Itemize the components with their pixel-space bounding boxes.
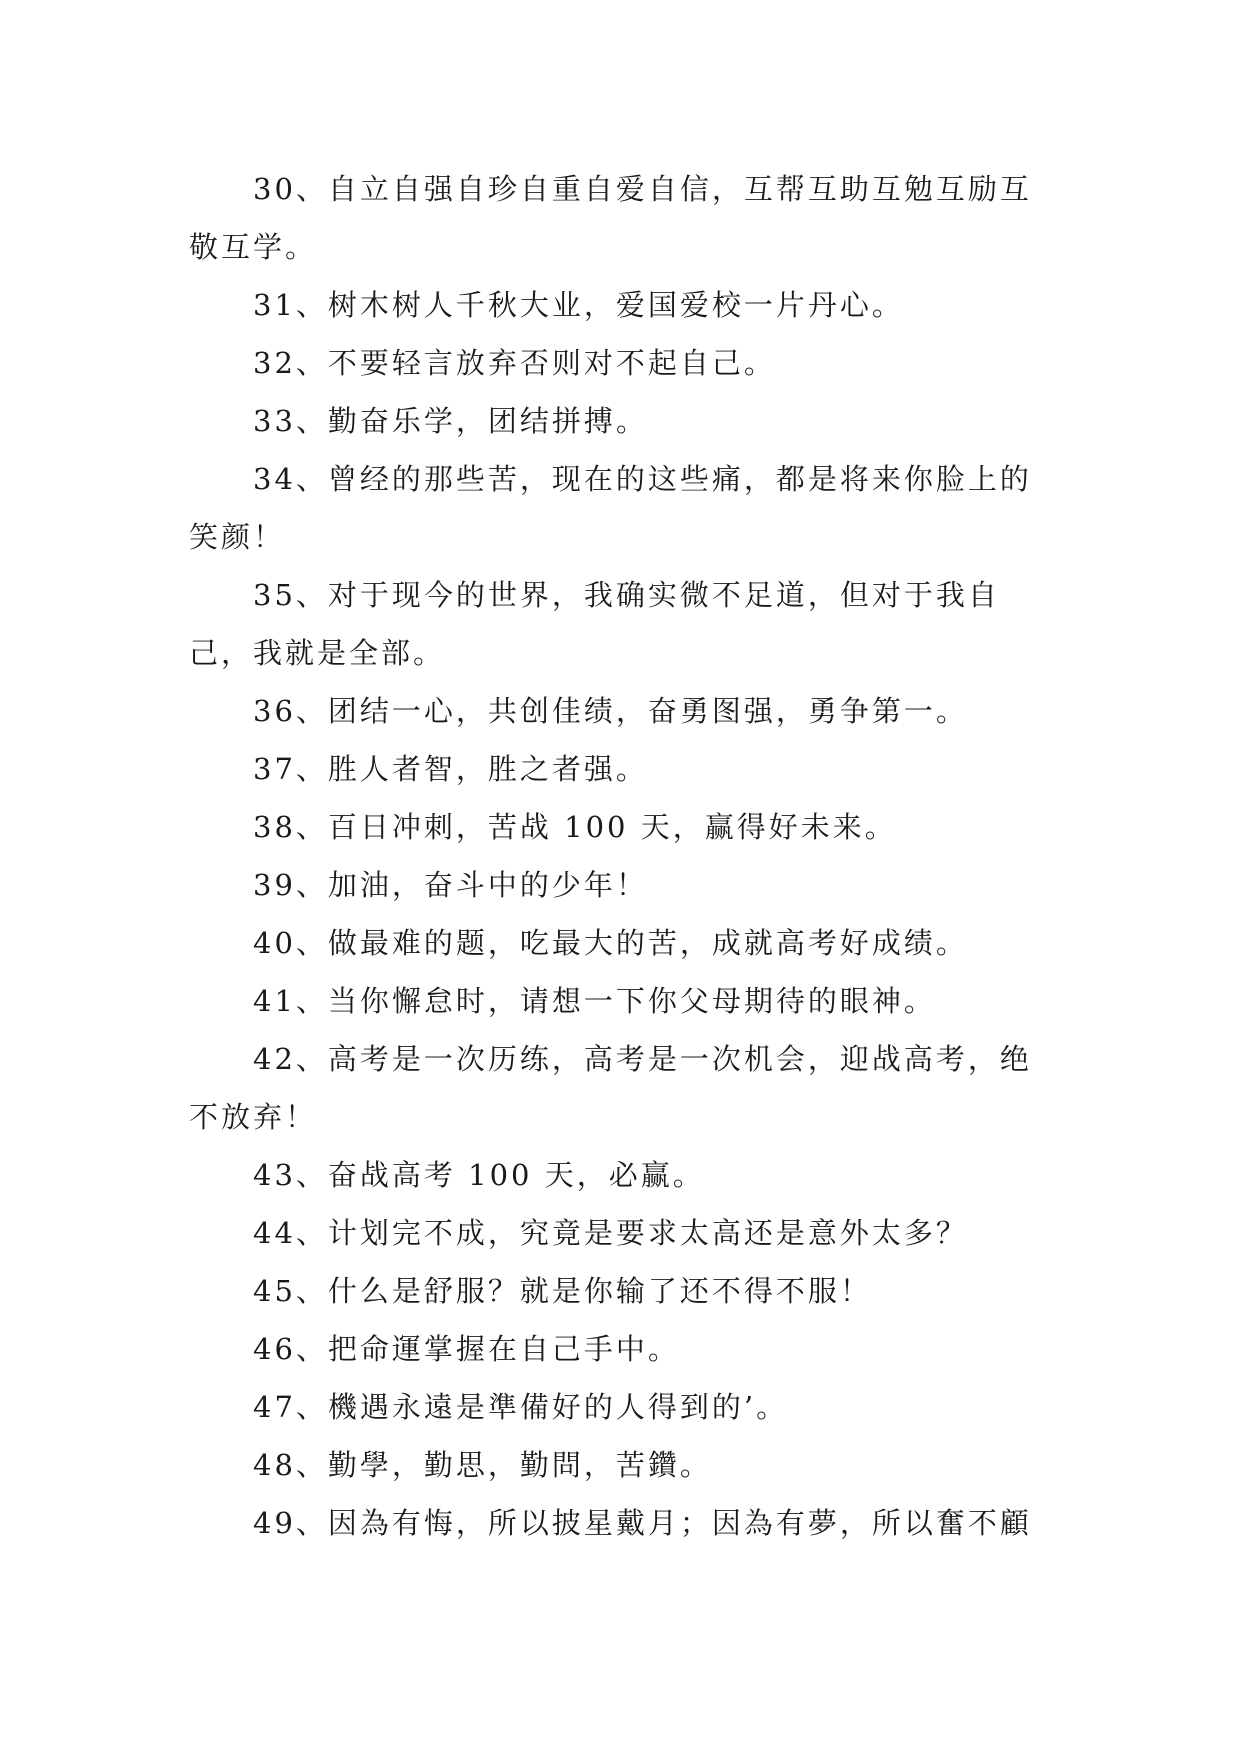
list-item [189, 1378, 1049, 1436]
list-item [189, 276, 1049, 334]
item-text: 、勤學，勤思，勤問，苦鑽。 [295, 1448, 712, 1482]
slogan-list [189, 160, 1049, 1552]
item-text: 、百日冲刺，苦战 100 天，赢得好未来。 [295, 810, 897, 844]
item-text: 、高考是一次历练，高考是一次机会，迎战高考，绝不放弃！ [189, 1042, 1032, 1134]
item-number: 33 [253, 404, 296, 438]
item-text: 、树木树人千秋大业，爱国爱校一片丹心。 [295, 288, 904, 322]
item-text: 、什么是舒服？就是你输了还不得不服！ [295, 1274, 872, 1308]
list-item [189, 392, 1049, 450]
item-text: 、機遇永遠是準備好的人得到的’。 [295, 1390, 789, 1424]
item-text: 、胜人者智，胜之者强。 [295, 752, 648, 786]
item-number: 44 [253, 1216, 296, 1250]
list-item [189, 914, 1049, 972]
list-item [189, 1146, 1049, 1204]
item-number: 42 [253, 1042, 296, 1076]
list-item [189, 798, 1049, 856]
list-item [189, 856, 1049, 914]
item-number: 34 [253, 462, 296, 496]
list-item [189, 1204, 1049, 1262]
item-number: 45 [253, 1274, 296, 1308]
list-item [189, 160, 1049, 276]
item-number: 47 [253, 1390, 296, 1424]
list-item [189, 450, 1049, 566]
item-text: 、不要轻言放弃否则对不起自己。 [295, 346, 776, 380]
item-number: 46 [253, 1332, 296, 1366]
list-item [189, 740, 1049, 798]
item-text: 、奋战高考 100 天，必赢。 [295, 1158, 705, 1192]
item-number: 39 [253, 868, 296, 902]
item-number: 37 [253, 752, 296, 786]
item-number: 32 [253, 346, 296, 380]
item-text: 、自立自强自珍自重自爱自信，互帮互助互勉互励互敬互学。 [189, 172, 1032, 264]
item-number: 43 [253, 1158, 296, 1192]
item-text: 、做最难的题，吃最大的苦，成就高考好成绩。 [295, 926, 968, 960]
list-item [189, 1436, 1049, 1494]
list-item [189, 682, 1049, 740]
item-text: 、加油，奋斗中的少年！ [295, 868, 648, 902]
item-text: 、因為有悔，所以披星戴月；因為有夢，所以奮不顧 [295, 1506, 1032, 1540]
item-text: 、当你懈怠时，请想一下你父母期待的眼神。 [295, 984, 936, 1018]
item-text: 、团结一心，共创佳绩，奋勇图强，勇争第一。 [295, 694, 968, 728]
item-number: 36 [253, 694, 296, 728]
item-number: 35 [253, 578, 296, 612]
list-item [189, 566, 1049, 682]
item-text: 、把命運掌握在自己手中。 [295, 1332, 680, 1366]
item-number: 38 [253, 810, 296, 844]
item-text: 、计划完不成，究竟是要求太高还是意外太多？ [295, 1216, 968, 1250]
item-text: 、勤奋乐学，团结拼搏。 [295, 404, 648, 438]
item-number: 48 [253, 1448, 296, 1482]
list-item [189, 1030, 1049, 1146]
item-text: 、曾经的那些苦，现在的这些痛，都是将来你脸上的笑颜！ [189, 462, 1032, 554]
list-item [189, 334, 1049, 392]
item-text: 、对于现今的世界，我确实微不足道，但对于我自己，我就是全部。 [189, 578, 1000, 670]
item-number: 40 [253, 926, 296, 960]
item-number: 41 [253, 984, 296, 1018]
item-number: 30 [253, 172, 296, 206]
list-item [189, 1262, 1049, 1320]
item-number: 49 [253, 1506, 296, 1540]
list-item [189, 1494, 1049, 1552]
list-item [189, 972, 1049, 1030]
item-number: 31 [253, 288, 296, 322]
list-item [189, 1320, 1049, 1378]
